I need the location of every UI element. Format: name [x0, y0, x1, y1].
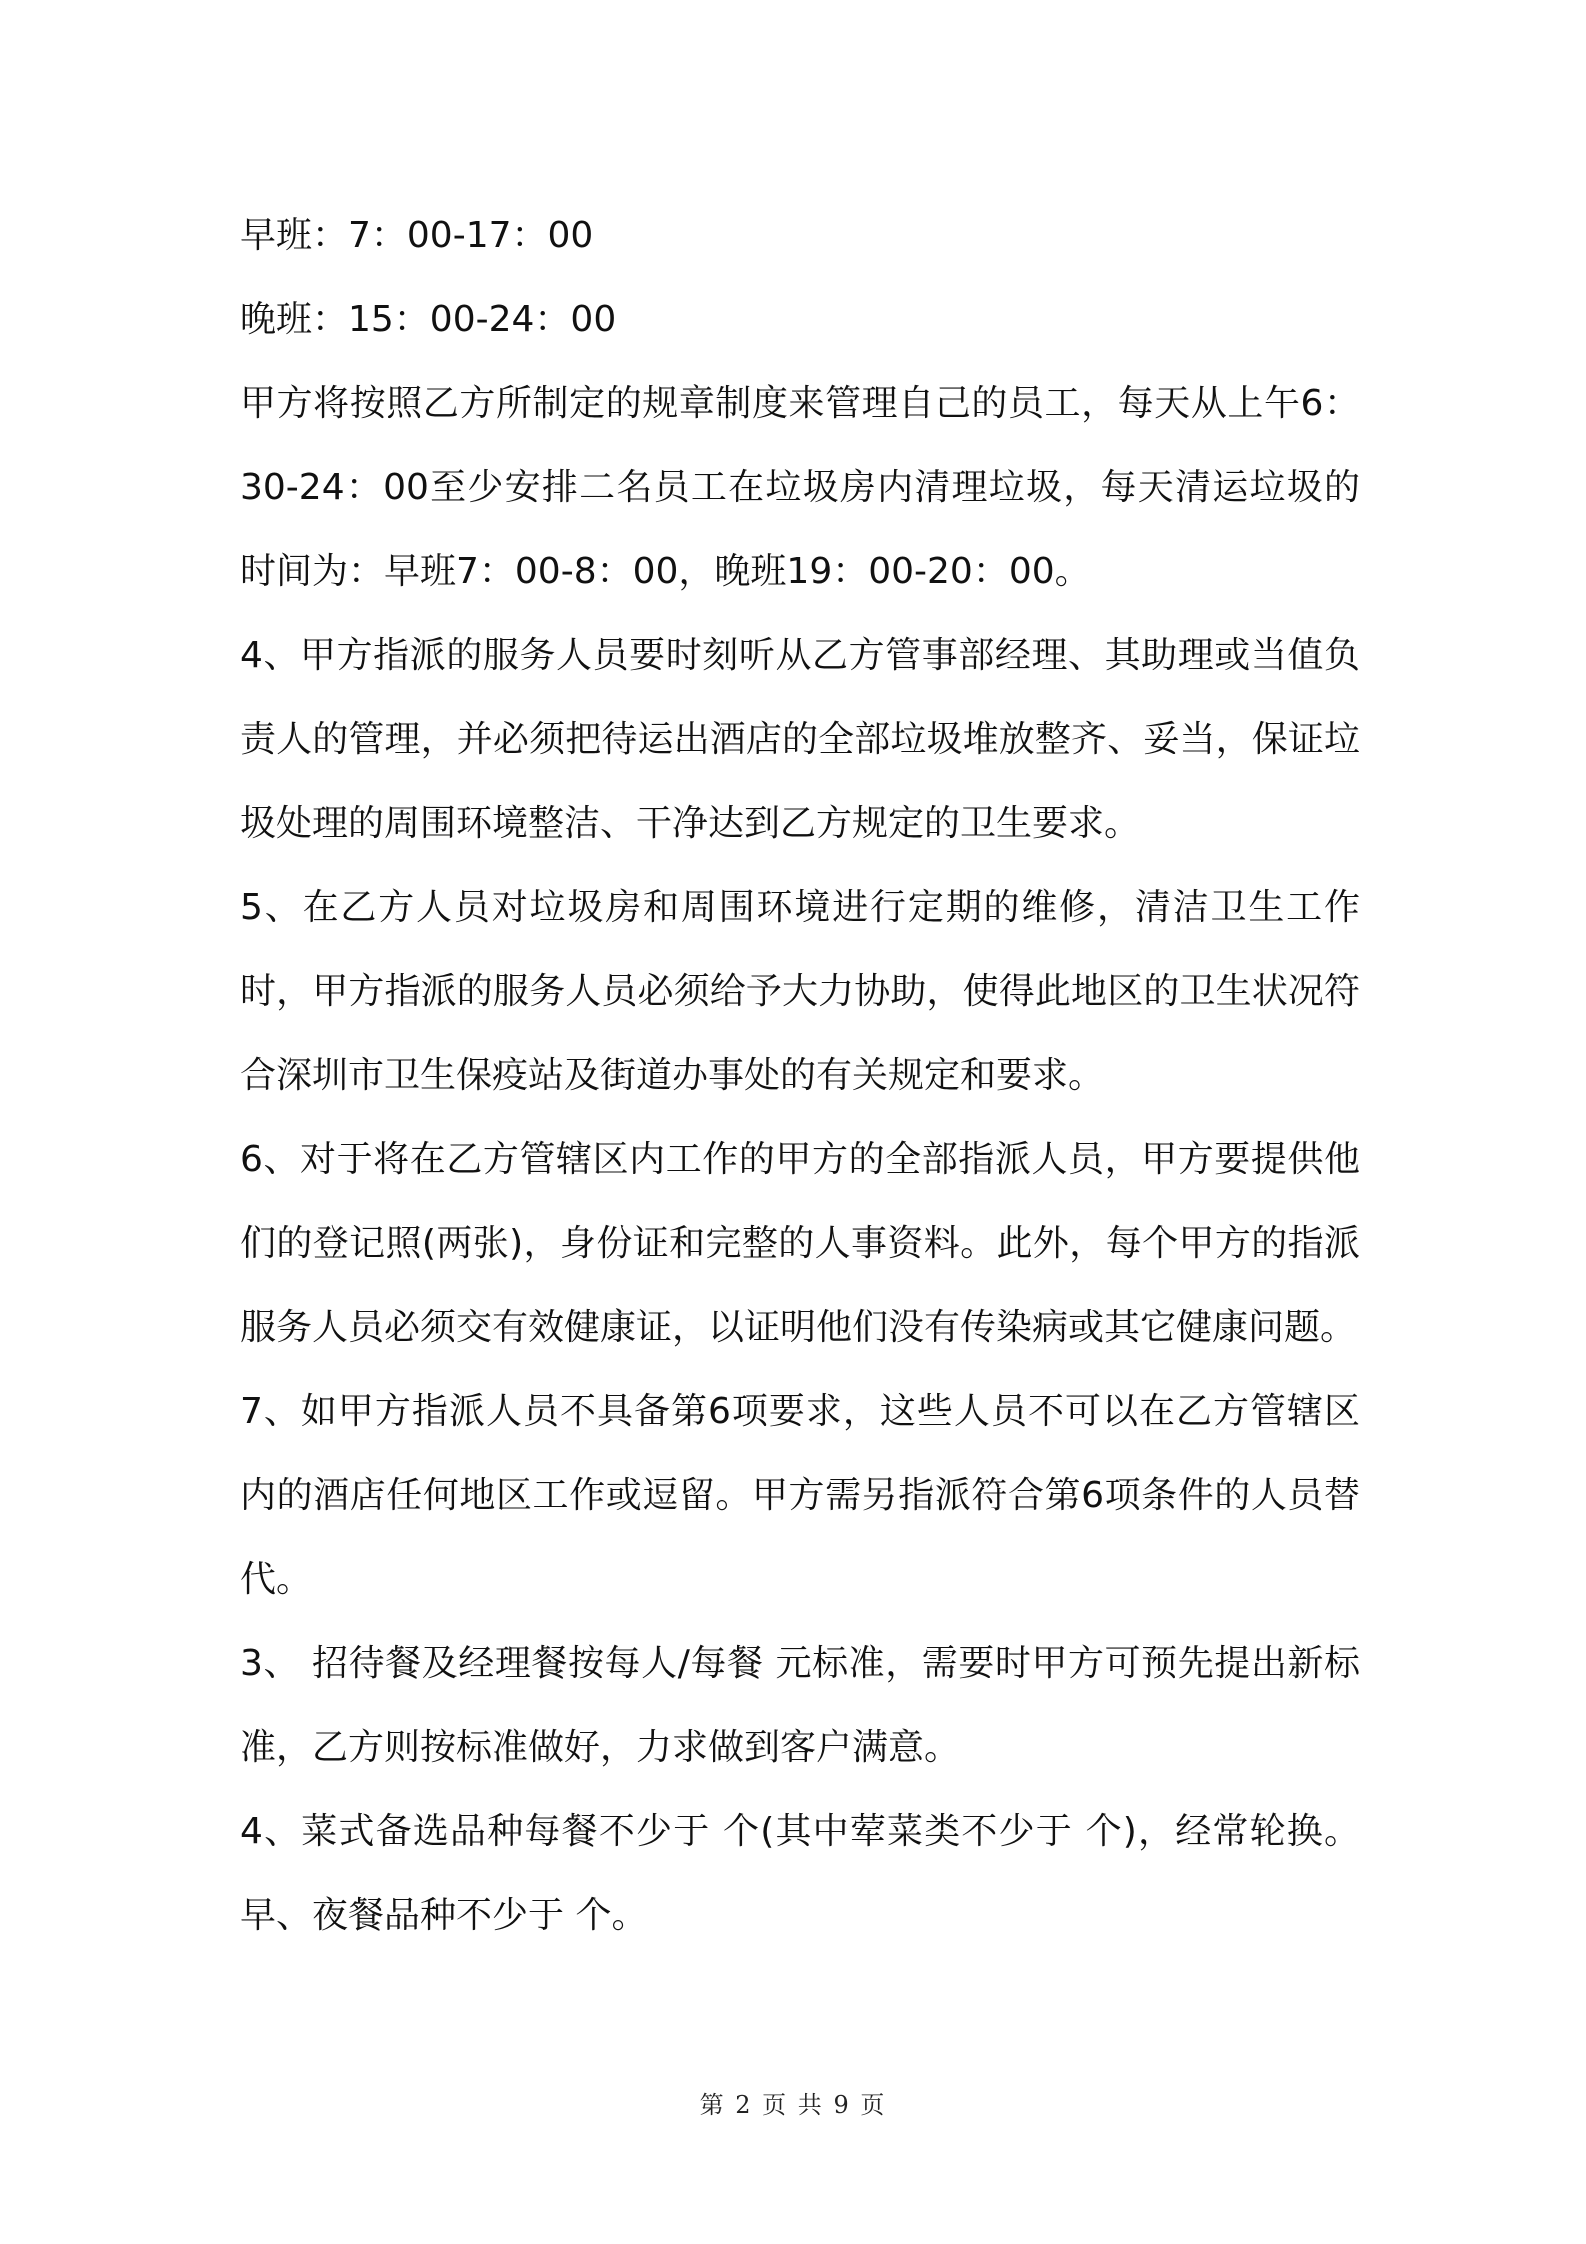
paragraph-clause-6-personnel: 6、对于将在乙方管辖区内工作的甲方的全部指派人员，甲方要提供他们的登记照(两张)，身份证和完整的人事资料。此外，每个甲方的指派服务人员必须交有效健康证，以证明他们没有传染病或其它健康问题。	[240, 1139, 1360, 1348]
paragraph-clause-3-meals: 3、 招待餐及经理餐按每人/每餐 元标准，需要时甲方可预先提出新标准，乙方则按标准做好，力求做到客户满意。	[240, 1643, 1360, 1768]
paragraph-clause-7-replacement: 7、如甲方指派人员不具备第6项要求，这些人员不可以在乙方管辖区内的酒店任何地区工作或逗留。甲方需另指派符合第6项条件的人员替代。	[240, 1391, 1360, 1600]
shift-morning-line: 早班：7：00-17：00	[240, 215, 594, 256]
document-body	[240, 194, 1360, 1958]
page-number-footer: 第 2 页 共 9 页	[699, 2091, 887, 2119]
paragraph-clause-4-management: 4、甲方指派的服务人员要时刻听从乙方管事部经理、其助理或当值负责人的管理，并必须把待运出酒店的全部垃圾堆放整齐、妥当，保证垃圾处理的周围环境整洁、干净达到乙方规定的卫生要求。	[240, 635, 1360, 844]
paragraph-cleaning-schedule: 甲方将按照乙方所制定的规章制度来管理自己的员工，每天从上午6：30-24：00至少安排二名员工在垃圾房内清理垃圾，每天清运垃圾的时间为：早班7：00-8：00，晚班19：00-20：00。	[240, 383, 1360, 592]
paragraph-clause-4-menu: 4、菜式备选品种每餐不少于 个(其中荤菜类不少于 个)，经常轮换。早、夜餐品种不少于 个。	[240, 1811, 1360, 1936]
paragraph-clause-5-maintenance: 5、在乙方人员对垃圾房和周围环境进行定期的维修，清洁卫生工作时，甲方指派的服务人员必须给予大力协助，使得此地区的卫生状况符合深圳市卫生保疫站及街道办事处的有关规定和要求。	[240, 887, 1360, 1096]
shift-evening-line: 晚班：15：00-24：00	[240, 299, 617, 340]
